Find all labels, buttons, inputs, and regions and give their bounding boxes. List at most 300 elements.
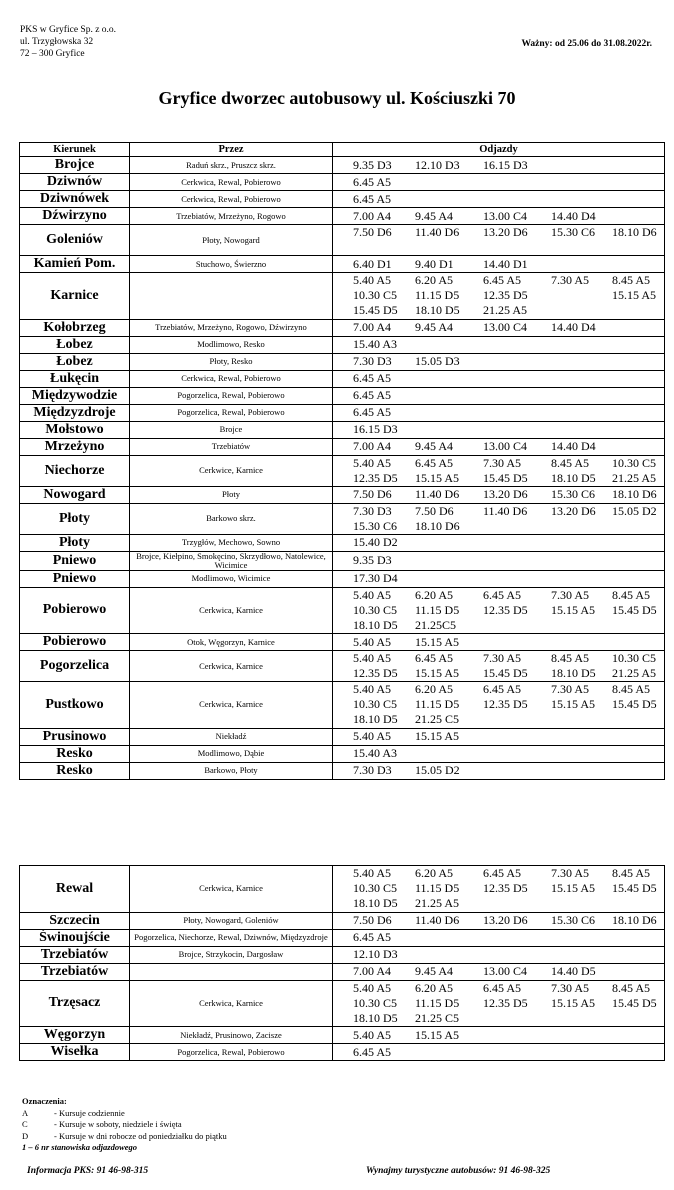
departure-time: 10.30 C5 <box>353 288 398 303</box>
legend-desc: - Kursuje w dni robocze od poniedziałku do piątku <box>54 1130 227 1141</box>
departure-time: 18.10 D5 <box>353 896 398 911</box>
destination-cell: Trzebiatów <box>20 946 130 963</box>
timetable-row <box>20 273 665 320</box>
departure-time: 10.30 C5 <box>612 651 657 665</box>
departures-cell <box>333 1027 665 1044</box>
departure-time: 15.30 C6 <box>551 487 596 501</box>
departure-time: 6.20 A5 <box>415 273 454 288</box>
departure-time: 6.40 D1 <box>353 256 392 271</box>
departure-line <box>333 158 664 173</box>
departure-line <box>333 175 664 190</box>
via-cell: Płoty, Nowogard <box>130 225 333 256</box>
destination-cell: Świnoujście <box>20 929 130 946</box>
departure-time: 5.40 A5 <box>353 273 392 288</box>
destination-cell: Brojce <box>20 157 130 174</box>
destination-cell: Szczecin <box>20 912 130 929</box>
departure-line <box>333 487 664 502</box>
departure-time: 15.45 D5 <box>612 697 657 712</box>
timetable-row <box>20 682 665 729</box>
departure-time: 8.45 A5 <box>551 651 590 665</box>
departures-cell <box>333 912 665 929</box>
departures-cell <box>333 587 665 634</box>
timetable-row <box>20 963 665 980</box>
departures-cell <box>333 946 665 963</box>
departure-time: 5.40 A5 <box>353 651 392 665</box>
departure-time: 6.45 A5 <box>483 980 522 995</box>
departure-time: 6.45 A5 <box>353 388 392 402</box>
via-cell: Cerkwice, Karnice <box>130 455 333 486</box>
timetable-row <box>20 1044 665 1061</box>
departure-time: 14.40 D4 <box>551 208 596 223</box>
departure-time: 7.30 A5 <box>551 866 590 881</box>
departure-time: 12.35 D5 <box>483 288 528 303</box>
departure-time: 9.45 A4 <box>415 964 454 978</box>
departure-time: 9.35 D3 <box>353 553 392 567</box>
timetable-row <box>20 387 665 404</box>
departure-time: 12.35 D5 <box>353 470 398 485</box>
departure-time: 13.20 D6 <box>483 225 528 239</box>
via-cell: Cerkwica, Rewal, Pobierowo <box>130 191 333 208</box>
departure-time: 15.15 A5 <box>551 881 596 896</box>
departure-time: 7.30 D3 <box>353 503 392 518</box>
departure-time: 5.40 A5 <box>353 455 392 470</box>
departure-line <box>333 881 664 896</box>
via-cell: Barkowo skrz. <box>130 503 333 534</box>
destination-cell: Dźwirzyno <box>20 208 130 225</box>
destination-cell: Międzyzdroje <box>20 404 130 421</box>
departures-cell <box>333 929 665 946</box>
departures-cell <box>333 353 665 370</box>
company-name: PKS w Gryfice Sp. z o.o. <box>20 25 117 35</box>
timetable-row <box>20 157 665 174</box>
destination-cell: Węgorzyn <box>20 1027 130 1044</box>
via-cell <box>130 273 333 320</box>
destination-cell: Pustkowo <box>20 682 130 729</box>
destination-cell: Płoty <box>20 503 130 534</box>
departure-line <box>333 635 664 650</box>
timetable-row <box>20 946 665 963</box>
departure-line <box>333 371 664 386</box>
departure-time: 15.15 A5 <box>415 666 460 680</box>
legend-note: 1 – 6 nr stanowiska odjazdowego <box>22 1142 138 1152</box>
departure-line <box>333 697 664 712</box>
departure-time: 15.45 D5 <box>483 470 528 485</box>
departure-line <box>333 257 664 272</box>
departures-cell <box>333 225 665 256</box>
departure-time: 15.15 A5 <box>415 1027 460 1042</box>
departure-time: 5.40 A5 <box>353 866 392 881</box>
departure-line <box>333 729 664 744</box>
timetable-continued <box>19 865 665 1061</box>
departure-line <box>333 519 664 534</box>
departure-time: 5.40 A5 <box>353 980 392 995</box>
timetable-row <box>20 191 665 208</box>
via-cell: Stuchowo, Świerzno <box>130 256 333 273</box>
departure-line <box>333 618 664 633</box>
departure-line <box>333 405 664 420</box>
destination-cell: Pobierowo <box>20 587 130 634</box>
footer-rental-phone: Wynajmy turystyczne autobusów: 91 46-98-325 <box>366 1166 551 1176</box>
departure-time: 6.45 A5 <box>353 371 392 385</box>
destination-cell: Trzebiatów <box>20 963 130 980</box>
timetable-row <box>20 534 665 551</box>
departure-line <box>333 947 664 962</box>
departure-time: 11.40 D6 <box>415 225 460 239</box>
departure-time: 6.45 A5 <box>415 455 454 470</box>
departure-time: 12.35 D5 <box>483 602 528 617</box>
departures-cell <box>333 256 665 273</box>
legend-code: D <box>22 1130 29 1141</box>
departure-time: 18.10 D5 <box>415 303 460 318</box>
departure-time: 15.45 D5 <box>612 881 657 896</box>
via-cell: Cerkwica, Rewal, Pobierowo <box>130 370 333 387</box>
departure-time: 7.30 A5 <box>551 682 590 697</box>
departures-cell <box>333 745 665 762</box>
departure-time: 10.30 C5 <box>353 697 398 712</box>
departure-time: 13.00 C4 <box>483 964 528 978</box>
departure-line <box>333 225 664 240</box>
departure-time: 7.30 A5 <box>483 455 522 470</box>
destination-cell: Płoty <box>20 534 130 551</box>
departure-time: 15.30 C6 <box>353 518 398 533</box>
departure-time: 21.25 C5 <box>415 1010 460 1025</box>
departures-cell <box>333 866 665 913</box>
departure-time: 6.45 A5 <box>353 191 392 206</box>
destination-cell: Goleniów <box>20 225 130 256</box>
departures-cell <box>333 319 665 336</box>
departure-time: 13.00 C4 <box>483 439 528 453</box>
departure-time: 6.20 A5 <box>415 866 454 881</box>
departure-time: 7.30 A5 <box>551 980 590 995</box>
legend-item <box>22 1119 227 1131</box>
destination-cell: Dziwnów <box>20 174 130 191</box>
departure-time: 21.25 A5 <box>415 896 460 911</box>
footer-info-phone: Informacja PKS: 91 46-98-315 <box>27 1166 149 1176</box>
via-cell: Niekładź, Prusinowo, Zacisze <box>130 1027 333 1044</box>
departure-time: 12.10 D3 <box>353 947 398 961</box>
via-cell: Modlimowo, Resko <box>130 336 333 353</box>
via-cell: Pogorzelica, Niechorze, Rewal, Dziwnów, Międzyzdroje <box>130 929 333 946</box>
timetable-row <box>20 225 665 256</box>
departure-time: 15.15 A5 <box>415 470 460 485</box>
timetable-row <box>20 256 665 273</box>
via-cell: Płoty, Nowogard, Goleniów <box>130 912 333 929</box>
departure-line <box>333 288 664 303</box>
via-cell: Brojce, Strzykocin, Dargosław <box>130 946 333 963</box>
departure-time: 5.40 A5 <box>353 729 392 743</box>
timetable-row <box>20 587 665 634</box>
departure-time: 18.10 D5 <box>353 1010 398 1025</box>
departure-time: 6.45 A5 <box>483 273 522 288</box>
departures-cell <box>333 404 665 421</box>
departure-time: 7.00 A4 <box>353 439 392 453</box>
departure-time: 15.05 D2 <box>612 503 657 518</box>
departures-cell <box>333 273 665 320</box>
timetable-row <box>20 651 665 682</box>
departure-time: 6.45 A5 <box>353 405 392 419</box>
via-cell: Trzebiatów, Mrzeżyno, Rogowo <box>130 208 333 225</box>
departure-time: 21.25 C5 <box>415 712 460 727</box>
departure-time: 18.10 D6 <box>612 487 657 501</box>
departure-time: 7.30 A5 <box>551 587 590 602</box>
departure-time: 12.35 D5 <box>483 881 528 896</box>
via-cell: Raduń skrz., Pruszcz skrz. <box>130 157 333 174</box>
destination-cell: Łobez <box>20 336 130 353</box>
departure-time: 6.20 A5 <box>415 587 454 602</box>
departure-time: 21.25 A5 <box>483 303 528 318</box>
departures-cell <box>333 570 665 587</box>
departure-line <box>333 746 664 761</box>
departure-time: 21.25C5 <box>415 617 457 632</box>
departure-time: 14.40 D5 <box>551 964 596 978</box>
destination-cell: Łobez <box>20 353 130 370</box>
destination-cell: Mołstowo <box>20 421 130 438</box>
departure-time: 15.30 C6 <box>551 225 596 239</box>
timetable-row <box>20 745 665 762</box>
legend-title: Oznaczenia: <box>22 1096 67 1106</box>
destination-cell: Międzywodzie <box>20 387 130 404</box>
departure-time: 10.30 C5 <box>353 602 398 617</box>
timetable-row <box>20 570 665 587</box>
departure-line <box>333 273 664 288</box>
departure-line <box>333 535 664 550</box>
via-cell: Pogorzelica, Rewal, Pobierowo <box>130 1044 333 1061</box>
departures-cell <box>333 208 665 225</box>
departure-time: 5.40 A5 <box>353 634 392 649</box>
departure-time: 13.00 C4 <box>483 208 528 223</box>
departures-cell <box>333 728 665 745</box>
departure-line <box>333 712 664 727</box>
timetable-row <box>20 1027 665 1044</box>
timetable-row <box>20 929 665 946</box>
departure-time: 6.45 A5 <box>483 866 522 881</box>
departure-line <box>333 964 664 979</box>
via-cell: Barkowo, Płoty <box>130 762 333 779</box>
departure-line <box>333 588 664 603</box>
timetable-row <box>20 455 665 486</box>
timetable-row <box>20 438 665 455</box>
departure-line <box>333 439 664 454</box>
departures-cell <box>333 503 665 534</box>
departures-cell <box>333 336 665 353</box>
departure-time: 8.45 A5 <box>551 455 590 470</box>
departure-time: 12.35 D5 <box>483 697 528 712</box>
timetable-row <box>20 912 665 929</box>
departure-time: 6.45 A5 <box>483 682 522 697</box>
company-street: ul. Trzygłowska 32 <box>20 37 94 47</box>
departure-line <box>333 651 664 666</box>
departure-time: 18.10 D5 <box>551 470 596 485</box>
departure-time: 6.45 A5 <box>415 651 454 665</box>
timetable-row <box>20 353 665 370</box>
via-cell: Niekładź <box>130 728 333 745</box>
departure-time: 10.30 C5 <box>353 881 398 896</box>
departure-time: 13.20 D6 <box>551 503 596 518</box>
departure-time: 11.15 D5 <box>415 881 460 896</box>
legend-item <box>22 1131 227 1143</box>
departure-time: 18.10 D6 <box>612 913 657 927</box>
departures-cell <box>333 438 665 455</box>
departure-time: 5.40 A5 <box>353 587 392 602</box>
departure-time: 15.40 A3 <box>353 337 398 351</box>
departure-time: 15.15 A5 <box>415 729 460 743</box>
departure-time: 7.30 A5 <box>483 651 522 665</box>
departure-line <box>333 866 664 881</box>
via-cell: Trzebiatów <box>130 438 333 455</box>
departure-line <box>333 1011 664 1026</box>
via-cell: Brojce <box>130 421 333 438</box>
timetable-main <box>19 142 665 780</box>
departure-time: 14.40 D4 <box>551 320 596 334</box>
departure-time: 7.50 D6 <box>415 503 454 518</box>
departure-time: 16.15 D3 <box>353 422 398 436</box>
departure-line <box>333 913 664 928</box>
departure-line <box>333 682 664 697</box>
departure-time: 10.30 C5 <box>612 455 657 470</box>
departure-line <box>333 471 664 486</box>
departure-time: 7.00 A4 <box>353 320 392 334</box>
via-cell: Brojce, Kiełpino, Smokęcino, Skrzydłowo, Natolewice, Wicimice <box>130 551 333 570</box>
via-cell: Trzygłów, Mechowo, Sowno <box>130 534 333 551</box>
departure-time: 12.35 D5 <box>483 995 528 1010</box>
departure-line <box>333 354 664 369</box>
departure-line <box>333 456 664 471</box>
departure-line <box>333 981 664 996</box>
destination-cell: Resko <box>20 745 130 762</box>
departure-time: 15.15 A5 <box>612 288 657 303</box>
departure-line <box>333 571 664 586</box>
departure-time: 11.15 D5 <box>415 602 460 617</box>
via-cell: Otok, Węgorzyn, Karnice <box>130 634 333 651</box>
departure-time: 15.30 C6 <box>551 913 596 927</box>
departure-time: 18.10 D5 <box>551 666 596 680</box>
legend-desc: - Kursuje codziennie <box>54 1107 125 1118</box>
departure-line <box>333 603 664 618</box>
departure-time: 15.45 D5 <box>612 602 657 617</box>
timetable-row <box>20 319 665 336</box>
destination-cell: Kołobrzeg <box>20 319 130 336</box>
destination-cell: Mrzeżyno <box>20 438 130 455</box>
departure-time: 15.45 D5 <box>483 666 528 680</box>
departure-time: 5.40 A5 <box>353 1027 392 1042</box>
departure-time: 7.30 D3 <box>353 354 392 368</box>
via-cell: Cerkwica, Rewal, Pobierowo <box>130 174 333 191</box>
destination-cell: Rewal <box>20 866 130 913</box>
departure-time: 12.10 D3 <box>415 157 460 172</box>
departure-time: 10.30 C5 <box>353 995 398 1010</box>
destination-cell: Trzęsacz <box>20 980 130 1027</box>
destination-cell: Wisełka <box>20 1044 130 1061</box>
departure-time: 15.45 D5 <box>612 995 657 1010</box>
via-cell: Cerkwica, Karnice <box>130 980 333 1027</box>
departure-time: 15.05 D3 <box>415 354 460 368</box>
via-cell: Płoty <box>130 486 333 503</box>
departure-time: 6.45 A5 <box>483 587 522 602</box>
timetable-row <box>20 503 665 534</box>
destination-cell: Pobierowo <box>20 634 130 651</box>
departure-time: 11.40 D6 <box>483 503 528 518</box>
departures-cell <box>333 963 665 980</box>
departure-time: 13.20 D6 <box>483 487 528 501</box>
departure-time: 7.00 A4 <box>353 964 392 978</box>
destination-cell: Dziwnówek <box>20 191 130 208</box>
company-address <box>20 24 116 60</box>
page-title: Gryfice dworzec autobusowy ul. Kościuszki 70 <box>158 88 516 108</box>
departure-time: 7.50 D6 <box>353 225 392 239</box>
via-cell: Cerkwica, Karnice <box>130 587 333 634</box>
departures-cell <box>333 157 665 174</box>
timetable-row <box>20 634 665 651</box>
departures-cell <box>333 191 665 208</box>
timetable-row <box>20 762 665 779</box>
departure-time: 11.15 D5 <box>415 995 460 1010</box>
departure-line <box>333 1045 664 1060</box>
departure-line <box>333 504 664 519</box>
departure-time: 9.45 A4 <box>415 439 454 453</box>
departure-time: 15.15 A5 <box>551 995 596 1010</box>
destination-cell: Kamień Pom. <box>20 256 130 273</box>
departures-cell <box>333 634 665 651</box>
legend-code: A <box>22 1107 29 1118</box>
col-odjazdy: Odjazdy <box>333 143 665 157</box>
departures-cell <box>333 534 665 551</box>
departure-time: 18.10 D6 <box>612 225 657 239</box>
departure-time: 15.40 A3 <box>353 746 398 760</box>
departure-line <box>333 666 664 681</box>
destination-cell: Pogorzelica <box>20 651 130 682</box>
validity-text: Ważny: od 25.06 do 31.08.2022r. <box>521 39 652 49</box>
departure-time: 11.15 D5 <box>415 288 460 303</box>
departure-line <box>333 192 664 207</box>
legend-item <box>22 1108 227 1120</box>
via-cell: Modlimowo, Wicimice <box>130 570 333 587</box>
departure-line <box>333 553 664 568</box>
destination-cell: Niechorze <box>20 455 130 486</box>
via-cell: Modlimowo, Dąbie <box>130 745 333 762</box>
via-cell: Cerkwica, Karnice <box>130 682 333 729</box>
departure-time: 6.20 A5 <box>415 980 454 995</box>
departures-cell <box>333 651 665 682</box>
timetable-row <box>20 421 665 438</box>
destination-cell: Resko <box>20 762 130 779</box>
departure-time: 8.45 A5 <box>612 980 651 995</box>
timetable-row <box>20 486 665 503</box>
timetable-row <box>20 208 665 225</box>
departures-cell <box>333 762 665 779</box>
col-kierunek: Kierunek <box>20 143 130 157</box>
departure-time: 6.45 A5 <box>353 930 392 944</box>
timetable-row <box>20 866 665 913</box>
departure-time: 8.45 A5 <box>612 273 651 288</box>
timetable-row <box>20 728 665 745</box>
departure-time: 6.45 A5 <box>353 174 392 189</box>
departure-line <box>333 240 664 255</box>
departure-time: 15.45 D5 <box>353 303 398 318</box>
via-cell: Cerkwica, Karnice <box>130 651 333 682</box>
departure-time: 9.45 A4 <box>415 208 454 223</box>
via-cell: Płoty, Resko <box>130 353 333 370</box>
departure-time: 18.10 D5 <box>353 617 398 632</box>
departure-time: 7.50 D6 <box>353 487 392 501</box>
departure-time: 11.40 D6 <box>415 913 460 927</box>
destination-cell: Pniewo <box>20 551 130 570</box>
departure-time: 15.15 A5 <box>415 634 460 649</box>
departure-time: 15.40 D2 <box>353 535 398 549</box>
departure-time: 7.30 D3 <box>353 763 392 777</box>
departure-time: 21.25 A5 <box>612 666 657 680</box>
via-cell: Pogorzelica, Rewal, Pobierowo <box>130 387 333 404</box>
departure-time: 5.40 A5 <box>353 682 392 697</box>
